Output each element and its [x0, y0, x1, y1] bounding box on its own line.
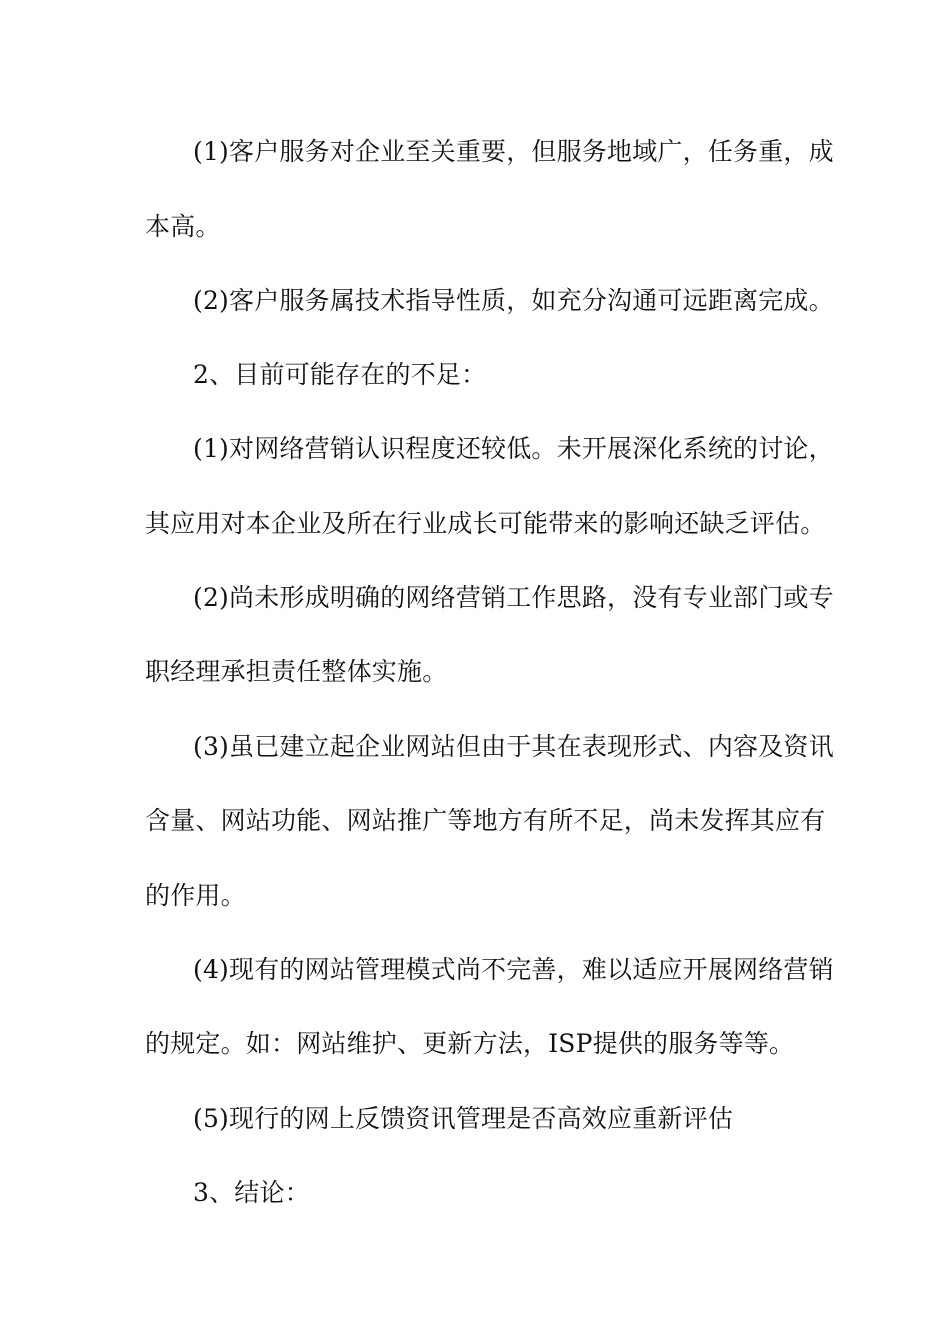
paragraph-line: (5)现行的网上反馈资讯管理是否高效应重新评估	[193, 1104, 734, 1133]
paragraph-line: 职经理承担责任整体实施。	[145, 657, 448, 686]
section-heading: 2、目前可能存在的不足：	[193, 360, 487, 389]
paragraph-line: 含量、网站功能、网站推广等地方有所不足，尚未发挥其应有	[145, 806, 826, 835]
paragraph-line: (1)客户服务对企业至关重要，但服务地域广，任务重，成	[193, 137, 834, 166]
paragraph-line: 其应用对本企业及所在行业成长可能带来的影响还缺乏评估。	[145, 509, 826, 538]
paragraph-line: (2)尚未形成明确的网络营销工作思路，没有专业部门或专	[193, 583, 834, 612]
section-heading: 3、结论：	[193, 1178, 310, 1207]
paragraph-line: 的作用。	[145, 881, 246, 910]
paragraph-line: (1)对网络营销认识程度还较低。未开展深化系统的讨论，	[193, 434, 834, 463]
paragraph-line: (4)现有的网站管理模式尚不完善，难以适应开展网络营销	[193, 955, 834, 984]
paragraph-line: 本高。	[145, 212, 221, 241]
paragraph-line: (3)虽已建立起企业网站但由于其在表现形式、内容及资讯	[193, 732, 834, 761]
paragraph-line: (2)客户服务属技术指导性质，如充分沟通可远距离完成。	[193, 286, 834, 315]
paragraph-line: 的规定。如：网站维护、更新方法，ISP提供的服务等等。	[145, 1029, 795, 1058]
